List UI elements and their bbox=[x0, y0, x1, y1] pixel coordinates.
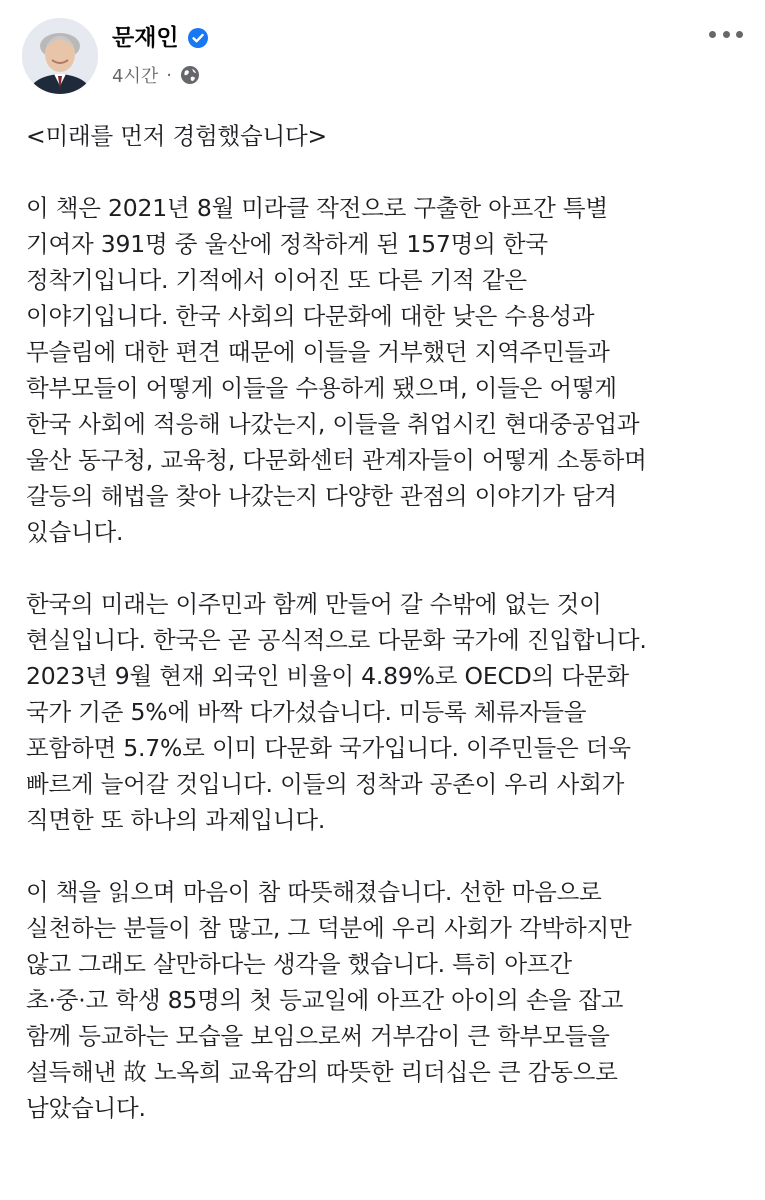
paragraph-1-line: 이 책은 2021년 8월 미라클 작전으로 구출한 아프간 특별 bbox=[26, 194, 608, 222]
paragraph-3-line: 않고 그래도 살만하다는 생각을 했습니다. 특히 아프간 bbox=[26, 950, 572, 978]
paragraph-1-line: 무슬림에 대한 편견 때문에 이들을 거부했던 지역주민들과 bbox=[26, 338, 610, 366]
avatar-portrait-icon bbox=[22, 18, 98, 94]
post-time[interactable]: 4시간 bbox=[112, 66, 159, 87]
author-row bbox=[112, 22, 209, 54]
post-header bbox=[0, 0, 765, 110]
paragraph-3-line: 실천하는 분들이 참 많고, 그 덕분에 우리 사회가 각박하지만 bbox=[26, 914, 632, 942]
paragraph-1-line: 학부모들이 어떻게 이들을 수용하게 됐으며, 이들은 어떻게 bbox=[26, 374, 617, 402]
paragraph-3-line: 이 책을 읽으며 마음이 참 따뜻해졌습니다. 선한 마음으로 bbox=[26, 878, 602, 906]
paragraph-2-line: 포함하면 5.7%로 이미 다문화 국가입니다. 이주민들은 더욱 bbox=[26, 734, 631, 762]
paragraph-1-line: 있습니다. bbox=[26, 518, 124, 546]
more-dot-icon bbox=[709, 31, 716, 38]
paragraph-2-line: 2023년 9월 현재 외국인 비율이 4.89%로 OECD의 다문화 bbox=[26, 662, 629, 690]
author-avatar[interactable] bbox=[22, 18, 98, 94]
meta-separator: · bbox=[166, 64, 172, 86]
paragraph-3-line: 초·중·고 학생 85명의 첫 등교일에 아프간 아이의 손을 잡고 bbox=[26, 986, 624, 1014]
paragraph-3-line: 설득해낸 故 노옥희 교육감의 따뜻한 리더십은 큰 감동으로 bbox=[26, 1058, 618, 1086]
author-name[interactable]: 문재인 bbox=[112, 25, 179, 51]
more-dot-icon bbox=[723, 31, 730, 38]
paragraph-gap bbox=[26, 838, 746, 874]
paragraph-1-line: 이야기입니다. 한국 사회의 다문화에 대한 낮은 수용성과 bbox=[26, 302, 595, 330]
post-body bbox=[26, 118, 746, 1126]
globe-icon[interactable] bbox=[180, 65, 200, 85]
post-title-line: <미래를 먼저 경험했습니다> bbox=[26, 122, 328, 150]
paragraph-1-line: 기여자 391명 중 울산에 정착하게 된 157명의 한국 bbox=[26, 230, 548, 258]
paragraph-3-line: 함께 등교하는 모습을 보임으로써 거부감이 큰 학부모들을 bbox=[26, 1022, 610, 1050]
more-dot-icon bbox=[736, 31, 743, 38]
paragraph-1-line: 울산 동구청, 교육청, 다문화센터 관계자들이 어떻게 소통하며 bbox=[26, 446, 647, 474]
paragraph-2-line: 직면한 또 하나의 과제입니다. bbox=[26, 806, 326, 834]
paragraph-1-line: 한국 사회에 적응해 나갔는지, 이들을 취업시킨 현대중공업과 bbox=[26, 410, 640, 438]
paragraph-1-line: 갈등의 해법을 찾아 나갔는지 다양한 관점의 이야기가 담겨 bbox=[26, 482, 617, 510]
verified-badge-icon bbox=[187, 27, 209, 49]
paragraph-2-line: 빠르게 늘어갈 것입니다. 이들의 정착과 공존이 우리 사회가 bbox=[26, 770, 625, 798]
more-options-button[interactable] bbox=[709, 24, 743, 44]
paragraph-1-line: 정착기입니다. 기적에서 이어진 또 다른 기적 같은 bbox=[26, 266, 527, 294]
post-meta bbox=[112, 62, 200, 88]
paragraph-3-line: 남았습니다. bbox=[26, 1094, 146, 1122]
paragraph-gap bbox=[26, 550, 746, 586]
paragraph-2-line: 국가 기준 5%에 바짝 다가섰습니다. 미등록 체류자들을 bbox=[26, 698, 587, 726]
paragraph-2-line: 한국의 미래는 이주민과 함께 만들어 갈 수밖에 없는 것이 bbox=[26, 590, 602, 618]
paragraph-2-line: 현실입니다. 한국은 곧 공식적으로 다문화 국가에 진입합니다. bbox=[26, 626, 647, 654]
paragraph-gap bbox=[26, 154, 746, 190]
